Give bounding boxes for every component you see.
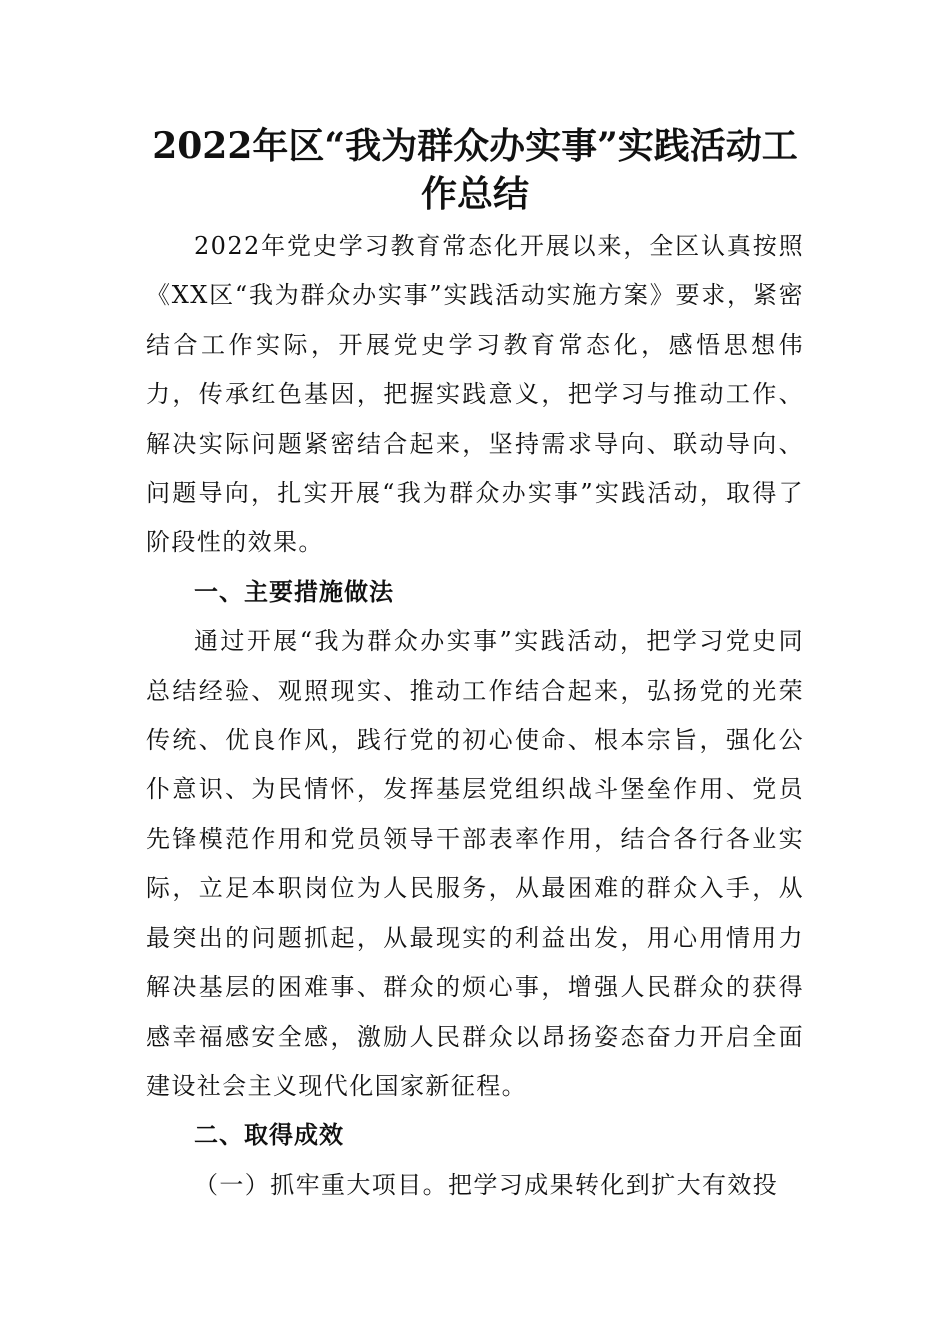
section-heading-measures: 一、主要措施做法 [194,577,394,606]
document-title: 2022年区“我为群众办实事”实践活动工作总结 [152,125,798,215]
results-paragraph: （一）抓牢重大项目。把学习成果转化到扩大有效投 [194,1170,779,1199]
intro-paragraph: 2022年党史学习教育常态化开展以来，全区认真按照《XX区“我为群众办实事”实践活动实施方案》要求，紧密结合工作实际，开展党史学习教育常态化，感悟思想伟力，传承红色基因，把握实践意义，把学习与推动工作、解决实际问题紧密结合起来，坚持需求导向、联动导向、问题导向，扎实开展“我为群众办实事”实践活动，取得了阶段性的效果。 [146,232,804,557]
section-heading-results: 二、取得成效 [194,1121,344,1150]
document-content [146,122,804,1210]
measures-paragraph: 通过开展“我为群众办实事”实践活动，把学习党史同总结经验、观照现实、推动工作结合起来，弘扬党的光荣传统、优良作风，践行党的初心使命、根本宗旨，强化公仆意识、为民情怀，发挥基层党组织战斗堡垒作用、党员先锋模范作用和党员领导干部表率作用，结合各行各业实际，立足本职岗位为人民服务，从最困难的群众入手，从最突出的问题抓起，从最现实的利益出发，用心用情用力解决基层的困难事、群众的烦心事，增强人民群众的获得感幸福感安全感，激励人民群众以昂扬姿态奋力开启全面建设社会主义现代化国家新征程。 [146,627,804,1100]
